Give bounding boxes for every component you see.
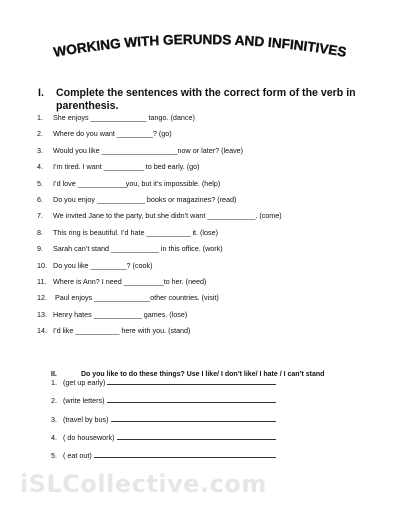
answer-prompt: (travel by bus)	[63, 414, 109, 424]
question-number: 7.	[37, 211, 43, 221]
answer-prompt: (write letters)	[63, 396, 105, 406]
question-number: 12.	[37, 293, 47, 303]
question-number: 13.	[37, 309, 47, 319]
answer-prompt: (get up early)	[63, 378, 106, 387]
question-text: Do you enjoy ____________ books or magazines? (read)	[53, 195, 237, 204]
answer-item	[51, 433, 276, 442]
question-number: 2.	[37, 129, 43, 139]
question-number: 9.	[37, 244, 43, 254]
question-text: Do you like _________? (cook)	[53, 260, 153, 270]
question-item	[37, 244, 223, 253]
answer-prompt: ( do housework)	[63, 432, 115, 442]
question-item	[37, 113, 195, 122]
question-text: Paul enjoys ______________other countries. (visit)	[53, 293, 219, 303]
answer-number: 5.	[51, 451, 57, 461]
answer-item	[51, 415, 276, 424]
answer-number: 4.	[51, 432, 57, 442]
question-item	[37, 129, 172, 138]
answer-line[interactable]	[111, 415, 276, 422]
answer-item	[51, 378, 276, 387]
question-item	[37, 293, 219, 302]
section-1-instruction: Complete the sentences with the correct form of the verb in parenthesis.	[56, 87, 356, 112]
answer-item	[51, 396, 276, 405]
site-watermark: iSLCollective.com	[20, 470, 267, 498]
answer-line[interactable]	[117, 433, 276, 440]
answer-line[interactable]	[94, 451, 276, 458]
section-2-number: II.	[51, 371, 57, 378]
question-number: 3.	[37, 145, 43, 155]
question-text: We invited Jane to the party, but she didn’t want ____________. (come)	[53, 211, 282, 221]
answer-prompt: ( eat out)	[63, 451, 92, 461]
question-item	[37, 195, 236, 204]
question-text: Sarah can’t stand ____________ in this office. (work)	[53, 244, 223, 254]
question-item	[37, 162, 200, 171]
question-text: I’d like ___________ here with you. (stand)	[53, 326, 191, 336]
question-number: 14.	[37, 326, 47, 336]
answer-number: 2.	[51, 396, 57, 406]
question-text: Where do you want _________? (go)	[53, 129, 172, 139]
question-number: 1.	[37, 113, 43, 122]
section-2-instruction: Do you like to do these things? Use I like/ I don’t like/ I hate / I can’t stand	[80, 371, 325, 378]
title-text: WORKING WITH GERUNDS AND INFINITIVES	[52, 31, 348, 60]
question-number: 10.	[37, 260, 47, 270]
question-text: This ring is beautiful. I’d hate ___________ it. (lose)	[53, 227, 219, 237]
question-text: Would you like ___________________now or later? (leave)	[53, 145, 244, 155]
answer-number: 1.	[51, 378, 57, 387]
question-item	[37, 277, 206, 286]
question-item	[37, 179, 220, 188]
question-text: She enjoys ______________ tango. (dance)	[53, 113, 195, 122]
question-text: Henry hates ____________ games. (lose)	[53, 309, 188, 319]
question-item	[37, 310, 187, 319]
question-item	[37, 261, 153, 270]
question-number: 6.	[37, 195, 43, 204]
answer-line[interactable]	[107, 378, 276, 385]
question-number: 4.	[37, 162, 43, 172]
question-item	[37, 228, 218, 237]
answer-line[interactable]	[107, 396, 276, 403]
question-text: I’d love ____________you, but it’s impossible. (help)	[53, 178, 221, 188]
answer-number: 3.	[51, 414, 57, 424]
question-item	[37, 146, 243, 155]
section-1-number: I.	[38, 87, 44, 99]
question-number: 11.	[37, 277, 47, 286]
question-text: I’m tired. I want __________ to bed early. (go)	[53, 162, 200, 172]
answer-item	[51, 451, 276, 460]
question-number: 5.	[37, 178, 43, 188]
question-number: 8.	[37, 227, 43, 237]
question-text: Where is Ann? I need __________to her. (need)	[53, 277, 207, 286]
question-item	[37, 326, 190, 335]
section-2-heading	[51, 371, 324, 378]
question-item	[37, 211, 282, 220]
